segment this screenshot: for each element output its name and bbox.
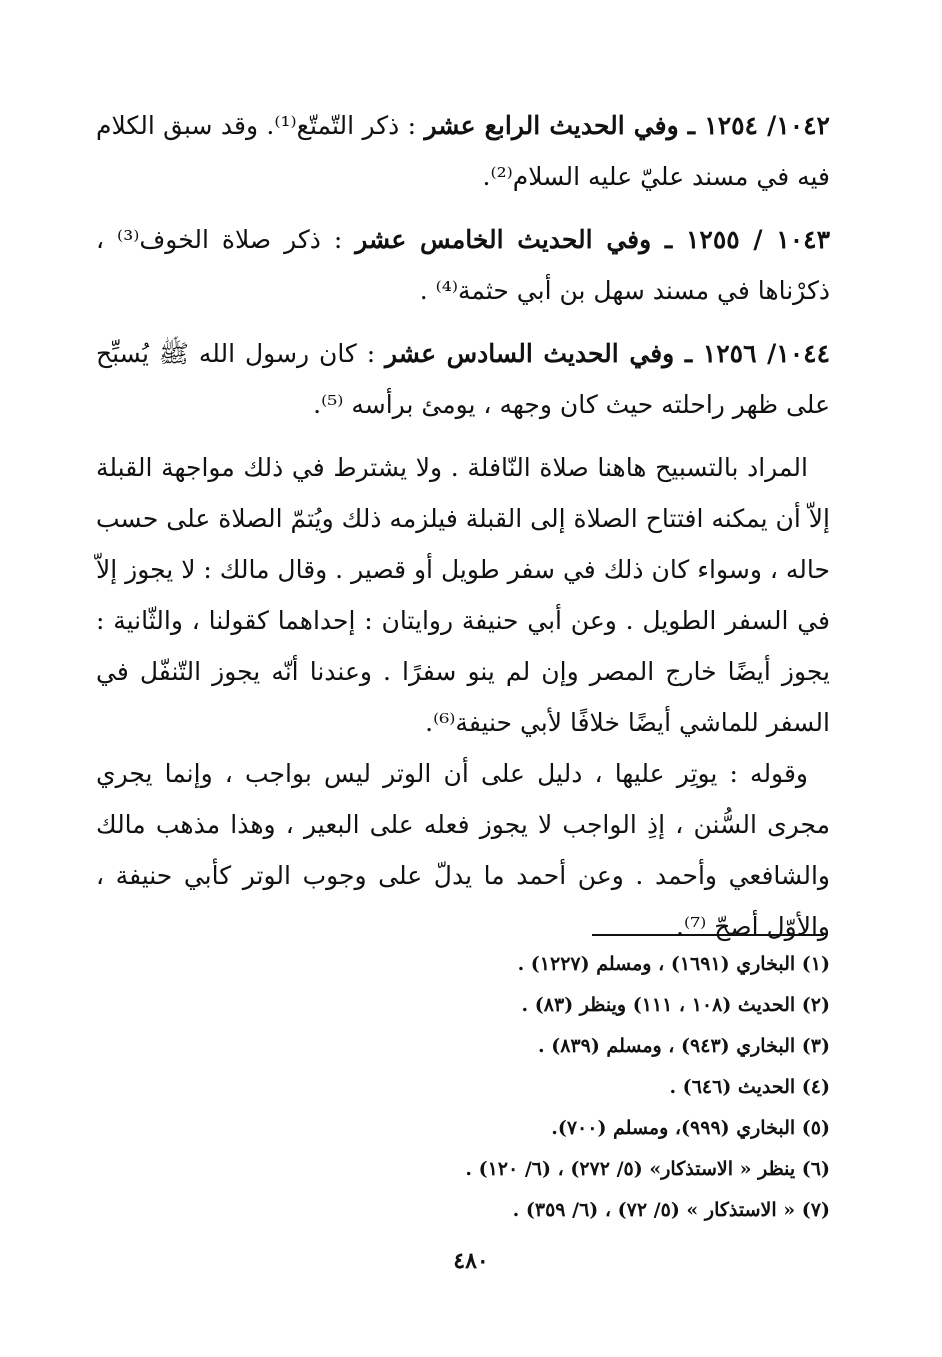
entry-body: : ذكر التّمتّع⁽¹⁾. وقد سبق الكلام فيه في مسند عليّ عليه السلام⁽²⁾. bbox=[96, 111, 830, 191]
footnotes bbox=[330, 944, 830, 1231]
hadith-entry-1043 bbox=[96, 214, 830, 316]
footnote-6: (٦) ينظر « الاستذكار» (٥/ ٢٧٢) ، (٦/ ١٢٠) . bbox=[465, 1158, 830, 1180]
footnote-4: (٤) الحديث (٦٤٦) . bbox=[669, 1076, 830, 1098]
hadith-entry-1042 bbox=[96, 100, 830, 202]
hadith-entry-1044 bbox=[96, 328, 830, 430]
commentary-paragraph-2: وقوله : يوتِر عليها ، دليل على أن الوتر ليس بواجب ، وإنما يجري مجرى السُّنن ، إذِ الواجب لا يجوز فعله على البعير ، وهذا مذهب مالك والشافعي وأحمد . وعن أحمد ما يدلّ على وجوب الوتر كأبي حنيفة ، والأوّل أصحّ ⁽⁷⁾. bbox=[96, 759, 830, 941]
entry-heading: ١٠٤٣ / ١٢٥٥ ـ وفي الحديث الخامس عشر bbox=[355, 225, 830, 254]
footnote-5: (٥) البخاري (٩٩٩)، ومسلم (٧٠٠). bbox=[551, 1117, 830, 1139]
page-number: ٤٨٠ bbox=[453, 1248, 489, 1274]
entry-body: : كان رسول الله ﷺ يُسبِّح على ظهر راحلته حيث كان وجهه ، يومئ برأسه ⁽⁵⁾. bbox=[96, 339, 830, 419]
footnote-3: (٣) البخاري (٩٤٣) ، ومسلم (٨٣٩) . bbox=[537, 1035, 830, 1057]
footnote-1: (١) البخاري (١٦٩١) ، ومسلم (١٢٢٧) . bbox=[517, 953, 830, 975]
main-text bbox=[96, 100, 830, 952]
footnote-2: (٢) الحديث (١٠٨ ، ١١١) وينظر (٨٣) . bbox=[521, 994, 830, 1016]
entry-heading: ١٠٤٢/ ١٢٥٤ ـ وفي الحديث الرابع عشر bbox=[424, 111, 830, 140]
footnote-7: (٧) « الاستذكار » (٥/ ٧٢) ، (٦/ ٣٥٩) . bbox=[512, 1199, 830, 1221]
entry-body: : ذكر صلاة الخوف⁽³⁾ ، ذكرْناها في مسند سهل بن أبي حثمة⁽⁴⁾ . bbox=[96, 225, 830, 305]
commentary-paragraph-1: المراد بالتسبيح هاهنا صلاة النّافلة . ولا يشترط في ذلك مواجهة القبلة إلاّ أن يمكنه افتتاح الصلاة إلى القبلة فيلزمه ذلك ويُتمّ الصلاة على حسب حاله ، وسواء كان ذلك في سفر طويل أو قصير . وقال مالك : لا يجوز إلاّ في السفر الطويل . وعن أبي حنيفة روايتان : إحداهما كقولنا ، والثّانية : يجوز أيضًا خارج المصر وإن لم ينو سفرًا . وعندنا أنّه يجوز التّنفّل في السفر للماشي أيضًا خلافًا لأبي حنيفة⁽⁶⁾. bbox=[96, 453, 830, 737]
entry-heading: ١٠٤٤/ ١٢٥٦ ـ وفي الحديث السادس عشر bbox=[385, 339, 830, 368]
footnote-divider bbox=[592, 934, 824, 936]
